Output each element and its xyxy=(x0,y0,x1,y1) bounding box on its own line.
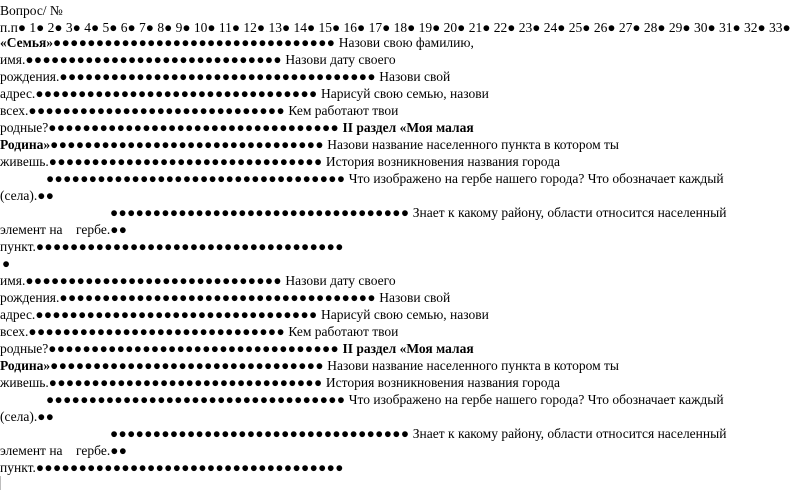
question-text: Назови дату своего xyxy=(285,273,396,288)
section-title: Родина» xyxy=(0,137,51,152)
dot-leader: ●● xyxy=(110,222,128,237)
question-text: Что изображено на гербе нашего города? Что обозначает каждый xyxy=(348,171,724,186)
label: рождения. xyxy=(0,69,60,84)
label: имя. xyxy=(0,273,26,288)
row-live xyxy=(0,374,560,391)
row-address xyxy=(0,306,489,323)
section-title: II раздел «Моя малая xyxy=(342,341,474,356)
label: родные? xyxy=(0,120,49,135)
question-text: История возникновения названия города xyxy=(325,375,561,390)
row-name xyxy=(0,272,396,289)
row-address xyxy=(0,85,489,102)
question-header: Вопрос/ № xyxy=(0,3,63,18)
label: элемент на xyxy=(0,222,63,237)
dot-leader: ●●●●●●●●●●●●●●●●●●●●●●●●●●●●●●●●●● xyxy=(48,120,340,135)
dot-leader: ●●●●●●●●●●●●●●●●●●●●●●●●●●●●●●●● xyxy=(50,137,324,152)
row-element xyxy=(0,442,127,459)
row-parents xyxy=(0,119,474,136)
question-text: Кем работают твои xyxy=(288,103,399,118)
row-all xyxy=(0,323,398,340)
question-text: Назови название населенного пункта в котором ты xyxy=(327,358,619,373)
row-locality xyxy=(0,238,344,255)
dot-leader: ●●●●●●●●●●●●●●●●●●●●●●●●●●●●●●●●●●● xyxy=(110,205,410,220)
question-text: История возникновения названия города xyxy=(325,154,561,169)
lone-bullet: ● xyxy=(2,256,11,271)
row-emblem xyxy=(0,170,724,187)
dot-leader: ●●●●●●●●●●●●●●●●●●●●●●●●●●●●●●●●●● xyxy=(48,341,340,356)
label: живешь. xyxy=(0,154,49,169)
question-text: Нарисуй свою семью, назови xyxy=(320,307,489,322)
dot-leader: ●●●●●●●●●●●●●●●●●●●●●●●●●●●●●●●●●●●●● xyxy=(59,69,376,84)
row-parents xyxy=(0,340,474,357)
label: родные? xyxy=(0,341,49,356)
row-live xyxy=(0,153,560,170)
row-locality xyxy=(0,459,344,476)
numbering-prefix: п.п● xyxy=(0,20,26,35)
dot-leader: ●●●●●●●●●●●●●●●●●●●●●●●●●●●●●●●●●●●●● xyxy=(59,290,376,305)
question-text: Назови свой xyxy=(379,290,451,305)
dot-leader: ●●●●●●●●●●●●●●●●●●●●●●●●●●●●●● xyxy=(28,324,286,339)
row-village xyxy=(0,187,54,204)
label: (села). xyxy=(0,188,38,203)
row-emblem xyxy=(0,391,724,408)
label: живешь. xyxy=(0,375,49,390)
label: (села). xyxy=(0,409,38,424)
dot-leader: ●●●●●●●●●●●●●●●●●●●●●●●●●●●●●●●● xyxy=(50,358,324,373)
row-region xyxy=(0,425,726,442)
question-text: Кем работают твои xyxy=(288,324,399,339)
label: пункт. xyxy=(0,460,36,475)
question-text: Назови свой xyxy=(379,69,451,84)
row-homeland xyxy=(0,357,619,374)
dot-leader: ●●●●●●●●●●●●●●●●●●●●●●●●●●●●●●●●● xyxy=(53,35,336,50)
question-text: Назови свою фамилию, xyxy=(338,35,474,50)
dot-leader: ●●●●●●●●●●●●●●●●●●●●●●●●●●●●●●●● xyxy=(48,375,323,390)
dot-leader: ●●●●●●●●●●●●●●●●●●●●●●●●●●●●●●●● xyxy=(48,154,323,169)
section-title: Родина» xyxy=(0,358,51,373)
label: пункт. xyxy=(0,239,36,254)
row-homeland xyxy=(0,136,619,153)
label: гербе. xyxy=(76,443,111,458)
dot-leader: ●●●●●●●●●●●●●●●●●●●●●●●●●●●●●●●●● xyxy=(35,307,318,322)
row-birth xyxy=(0,289,450,306)
dot-leader: ●●●●●●●●●●●●●●●●●●●●●●●●●●●●●●●●●●● xyxy=(46,392,346,407)
dot-leader: ●●●●●●●●●●●●●●●●●●●●●●●●●●●●●●●●●●●● xyxy=(35,460,344,475)
row-all xyxy=(0,102,398,119)
numbering-list: 1● 2● 3● 4● 5● 6● 7● 8● 9● 10● 11● 12● 13● 14● 15● 16● 17● 18● 19● 20● 21● 22● 23● 24● 25● 26● 27● 28● 29● 30● 31● 32● 33● xyxy=(29,20,791,35)
dot-leader: ●●●●●●●●●●●●●●●●●●●●●●●●●●●●●●●●●●● xyxy=(46,171,346,186)
question-text: Назови название населенного пункта в котором ты xyxy=(327,137,619,152)
dot-leader: ●●●●●●●●●●●●●●●●●●●●●●●●●●●●●●●●●●●● xyxy=(35,239,344,254)
dot-leader: ●●●●●●●●●●●●●●●●●●●●●●●●●●●●●● xyxy=(28,103,286,118)
row-region xyxy=(0,204,726,221)
dot-leader: ●● xyxy=(37,409,55,424)
dot-leader: ●●●●●●●●●●●●●●●●●●●●●●●●●●●●●●●●● xyxy=(35,86,318,101)
question-text: Что изображено на гербе нашего города? Что обозначает каждый xyxy=(348,392,724,407)
label: адрес. xyxy=(0,307,36,322)
family-section-line xyxy=(0,34,474,51)
row-village xyxy=(0,408,54,425)
question-text: Назови дату своего xyxy=(285,52,396,67)
row-birth xyxy=(0,68,450,85)
label: имя. xyxy=(0,52,26,67)
question-text: Нарисуй свою семью, назови xyxy=(320,86,489,101)
label: элемент на xyxy=(0,443,63,458)
label: рождения. xyxy=(0,290,60,305)
question-text: Знает к какому району, области относится населенный xyxy=(412,426,727,441)
dot-leader: ●●●●●●●●●●●●●●●●●●●●●●●●●●●●●●●●●●● xyxy=(110,426,410,441)
label: всех. xyxy=(0,324,29,339)
question-text: Знает к какому району, области относится населенный xyxy=(412,205,727,220)
label: адрес. xyxy=(0,86,36,101)
dot-leader: ●●●●●●●●●●●●●●●●●●●●●●●●●●●●●● xyxy=(25,273,282,288)
label: всех. xyxy=(0,103,29,118)
dot-leader: ●●●●●●●●●●●●●●●●●●●●●●●●●●●●●● xyxy=(25,52,282,67)
label: гербе. xyxy=(76,222,111,237)
section-title: «Семья» xyxy=(0,35,54,50)
row-element xyxy=(0,221,127,238)
row-name xyxy=(0,51,396,68)
margin-rule xyxy=(0,476,1,490)
section-title: II раздел «Моя малая xyxy=(342,120,474,135)
dot-leader: ●● xyxy=(110,443,128,458)
dot-leader: ●● xyxy=(37,188,55,203)
